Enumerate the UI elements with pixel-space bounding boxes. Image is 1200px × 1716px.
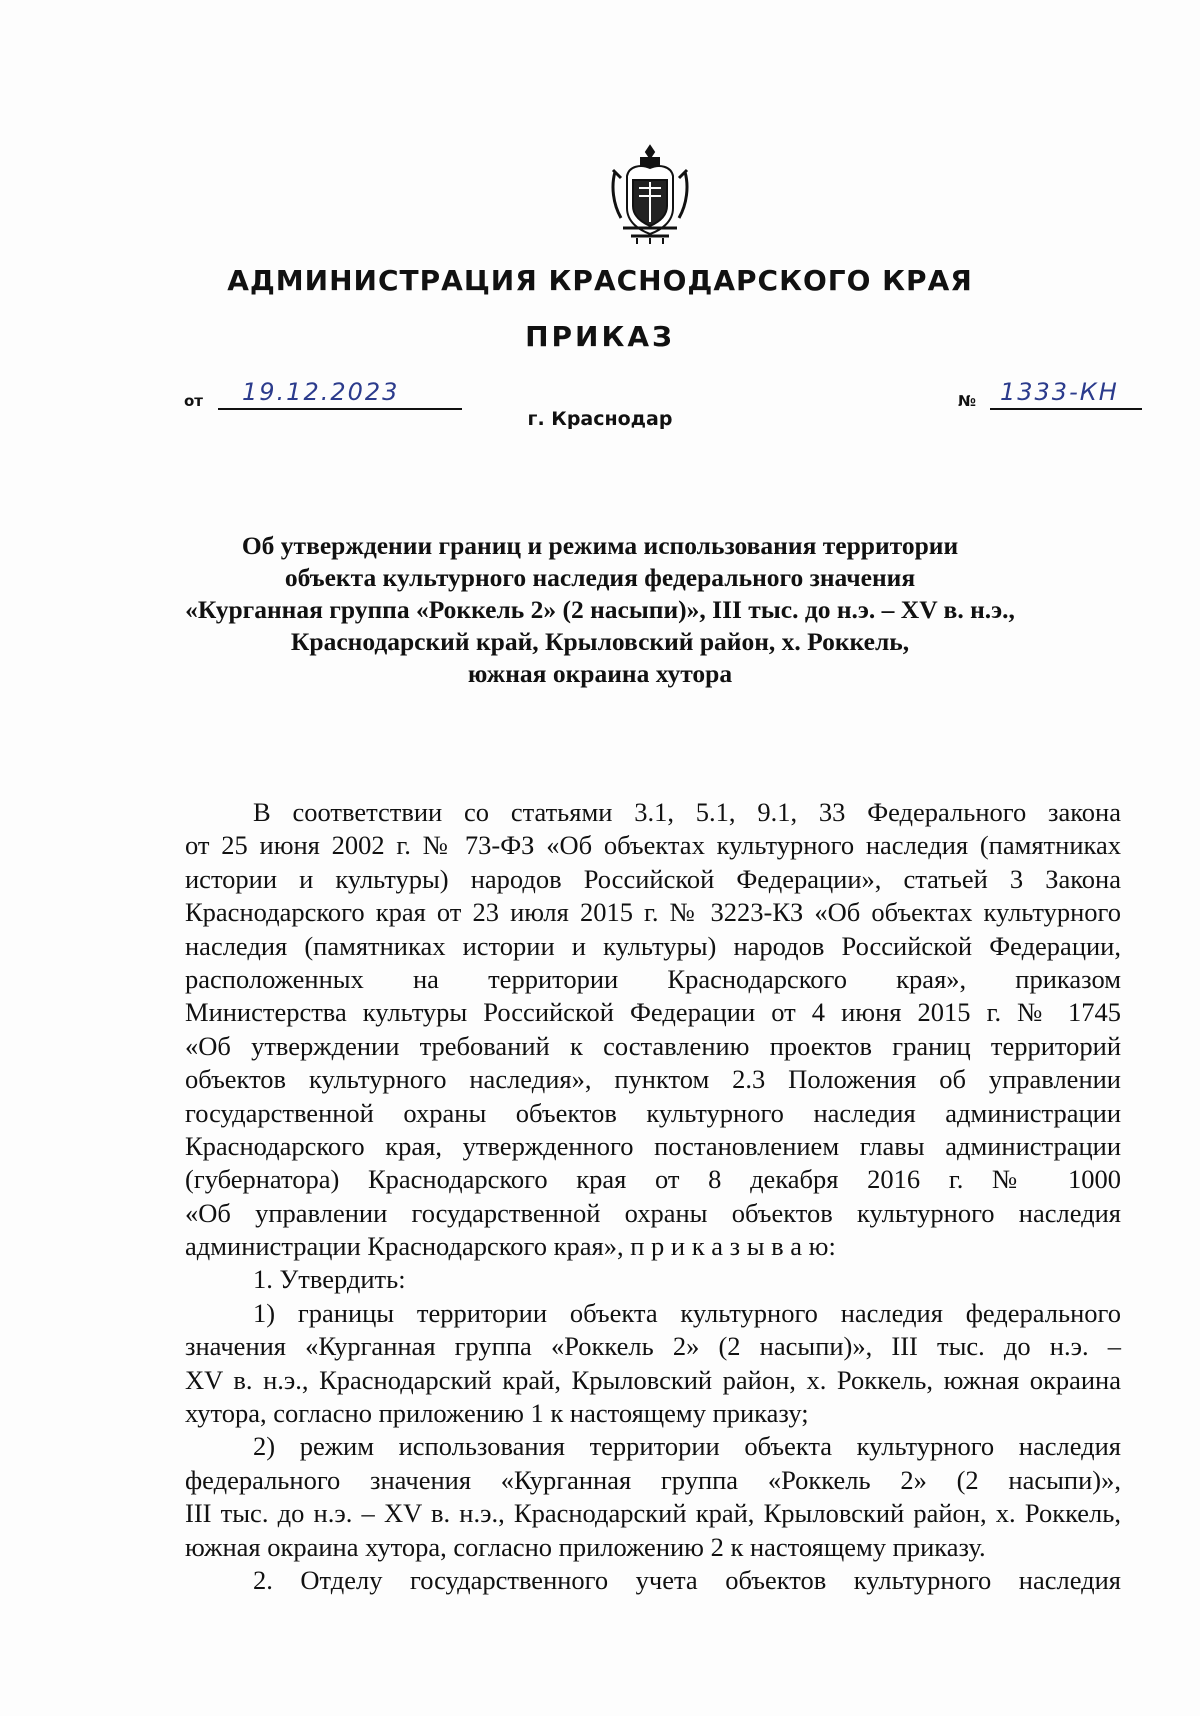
- body-line: 2. Отделу государственного учета объектов культурного наследия: [253, 1564, 1121, 1595]
- body-line: «Об утверждении требований к составлению проектов границ территорий: [185, 1030, 1121, 1061]
- body-line: 1) границы территории объекта культурного наследия федерального: [253, 1297, 1121, 1328]
- body-line: расположенных на территории Краснодарского края», приказом: [185, 963, 1121, 994]
- city: г. Краснодар: [527, 408, 673, 430]
- body-line: Краснодарского края от 23 июля 2015 г. № 3223-КЗ «Об объектах культурного: [185, 897, 1121, 928]
- body-line: Министерства культуры Российской Федерации от 4 июня 2015 г. № 1745: [185, 997, 1121, 1028]
- title-line: Краснодарский край, Крыловский район, х. Роккель,: [290, 627, 910, 656]
- document-body: [185, 796, 1121, 1597]
- body-line: администрации Краснодарского края», п р и к а з ы в а ю:: [185, 1231, 836, 1262]
- body-line: хутора, согласно приложению 1 к настоящему приказу;: [185, 1398, 809, 1429]
- number-field: [990, 380, 1142, 410]
- body-line: 1. Утвердить:: [253, 1264, 406, 1295]
- body-line: 2) режим использования территории объекта культурного наследия: [253, 1431, 1121, 1462]
- body-line: (губернатора) Краснодарского края от 8 декабря 2016 г. № 1000: [185, 1164, 1121, 1195]
- document-type: ПРИКАЗ: [525, 320, 675, 353]
- number-value: 1333-КН: [1000, 378, 1119, 406]
- body-line: Краснодарского края, утвержденного постановлением главы администрации: [185, 1130, 1121, 1161]
- body-line: федерального значения «Курганная группа «Роккель 2» (2 насыпи)»,: [185, 1464, 1121, 1495]
- body-line: значения «Курганная группа «Роккель 2» (2 насыпи)», III тыс. до н.э. –: [185, 1331, 1121, 1362]
- title-line: объекта культурного наследия федерального значения: [284, 563, 916, 592]
- body-line: от 25 июня 2002 г. № 73-ФЗ «Об объектах культурного наследия (памятниках: [185, 830, 1121, 861]
- title-line: южная окраина хутора: [467, 659, 733, 688]
- date-label: от: [184, 392, 203, 410]
- organization-name: АДМИНИСТРАЦИЯ КРАСНОДАРСКОГО КРАЯ: [227, 264, 973, 297]
- date-field: [218, 380, 462, 410]
- date-value: 19.12.2023: [242, 378, 400, 406]
- body-line: «Об управлении государственной охраны объектов культурного наследия: [185, 1197, 1121, 1228]
- title-line: «Курганная группа «Роккель 2» (2 насыпи)», III тыс. до н.э. – XV в. н.э.,: [185, 595, 1015, 624]
- body-line: южная окраина хутора, согласно приложению 2 к настоящему приказу.: [185, 1531, 986, 1562]
- coat-of-arms-emblem: [607, 142, 693, 246]
- body-line: III тыс. до н.э. – XV в. н.э., Краснодарский край, Крыловский район, х. Роккель,: [185, 1498, 1121, 1529]
- body-line: государственной охраны объектов культурного наследия администрации: [185, 1097, 1121, 1128]
- title-line: Об утверждении границ и режима использования территории: [241, 531, 959, 560]
- body-line: наследия (памятниках истории и культуры) народов Российской Федерации,: [185, 930, 1121, 961]
- body-line: В соответствии со статьями 3.1, 5.1, 9.1, 33 Федерального закона: [253, 797, 1121, 827]
- body-line: XV в. н.э., Краснодарский край, Крыловский район, х. Роккель, южная окраина: [185, 1364, 1121, 1395]
- body-line: объектов культурного наследия», пунктом 2.3 Положения об управлении: [185, 1064, 1121, 1095]
- number-label: №: [958, 392, 977, 410]
- document-title: [150, 530, 1050, 690]
- body-line: истории и культуры) народов Российской Федерации», статьей 3 Закона: [185, 863, 1121, 894]
